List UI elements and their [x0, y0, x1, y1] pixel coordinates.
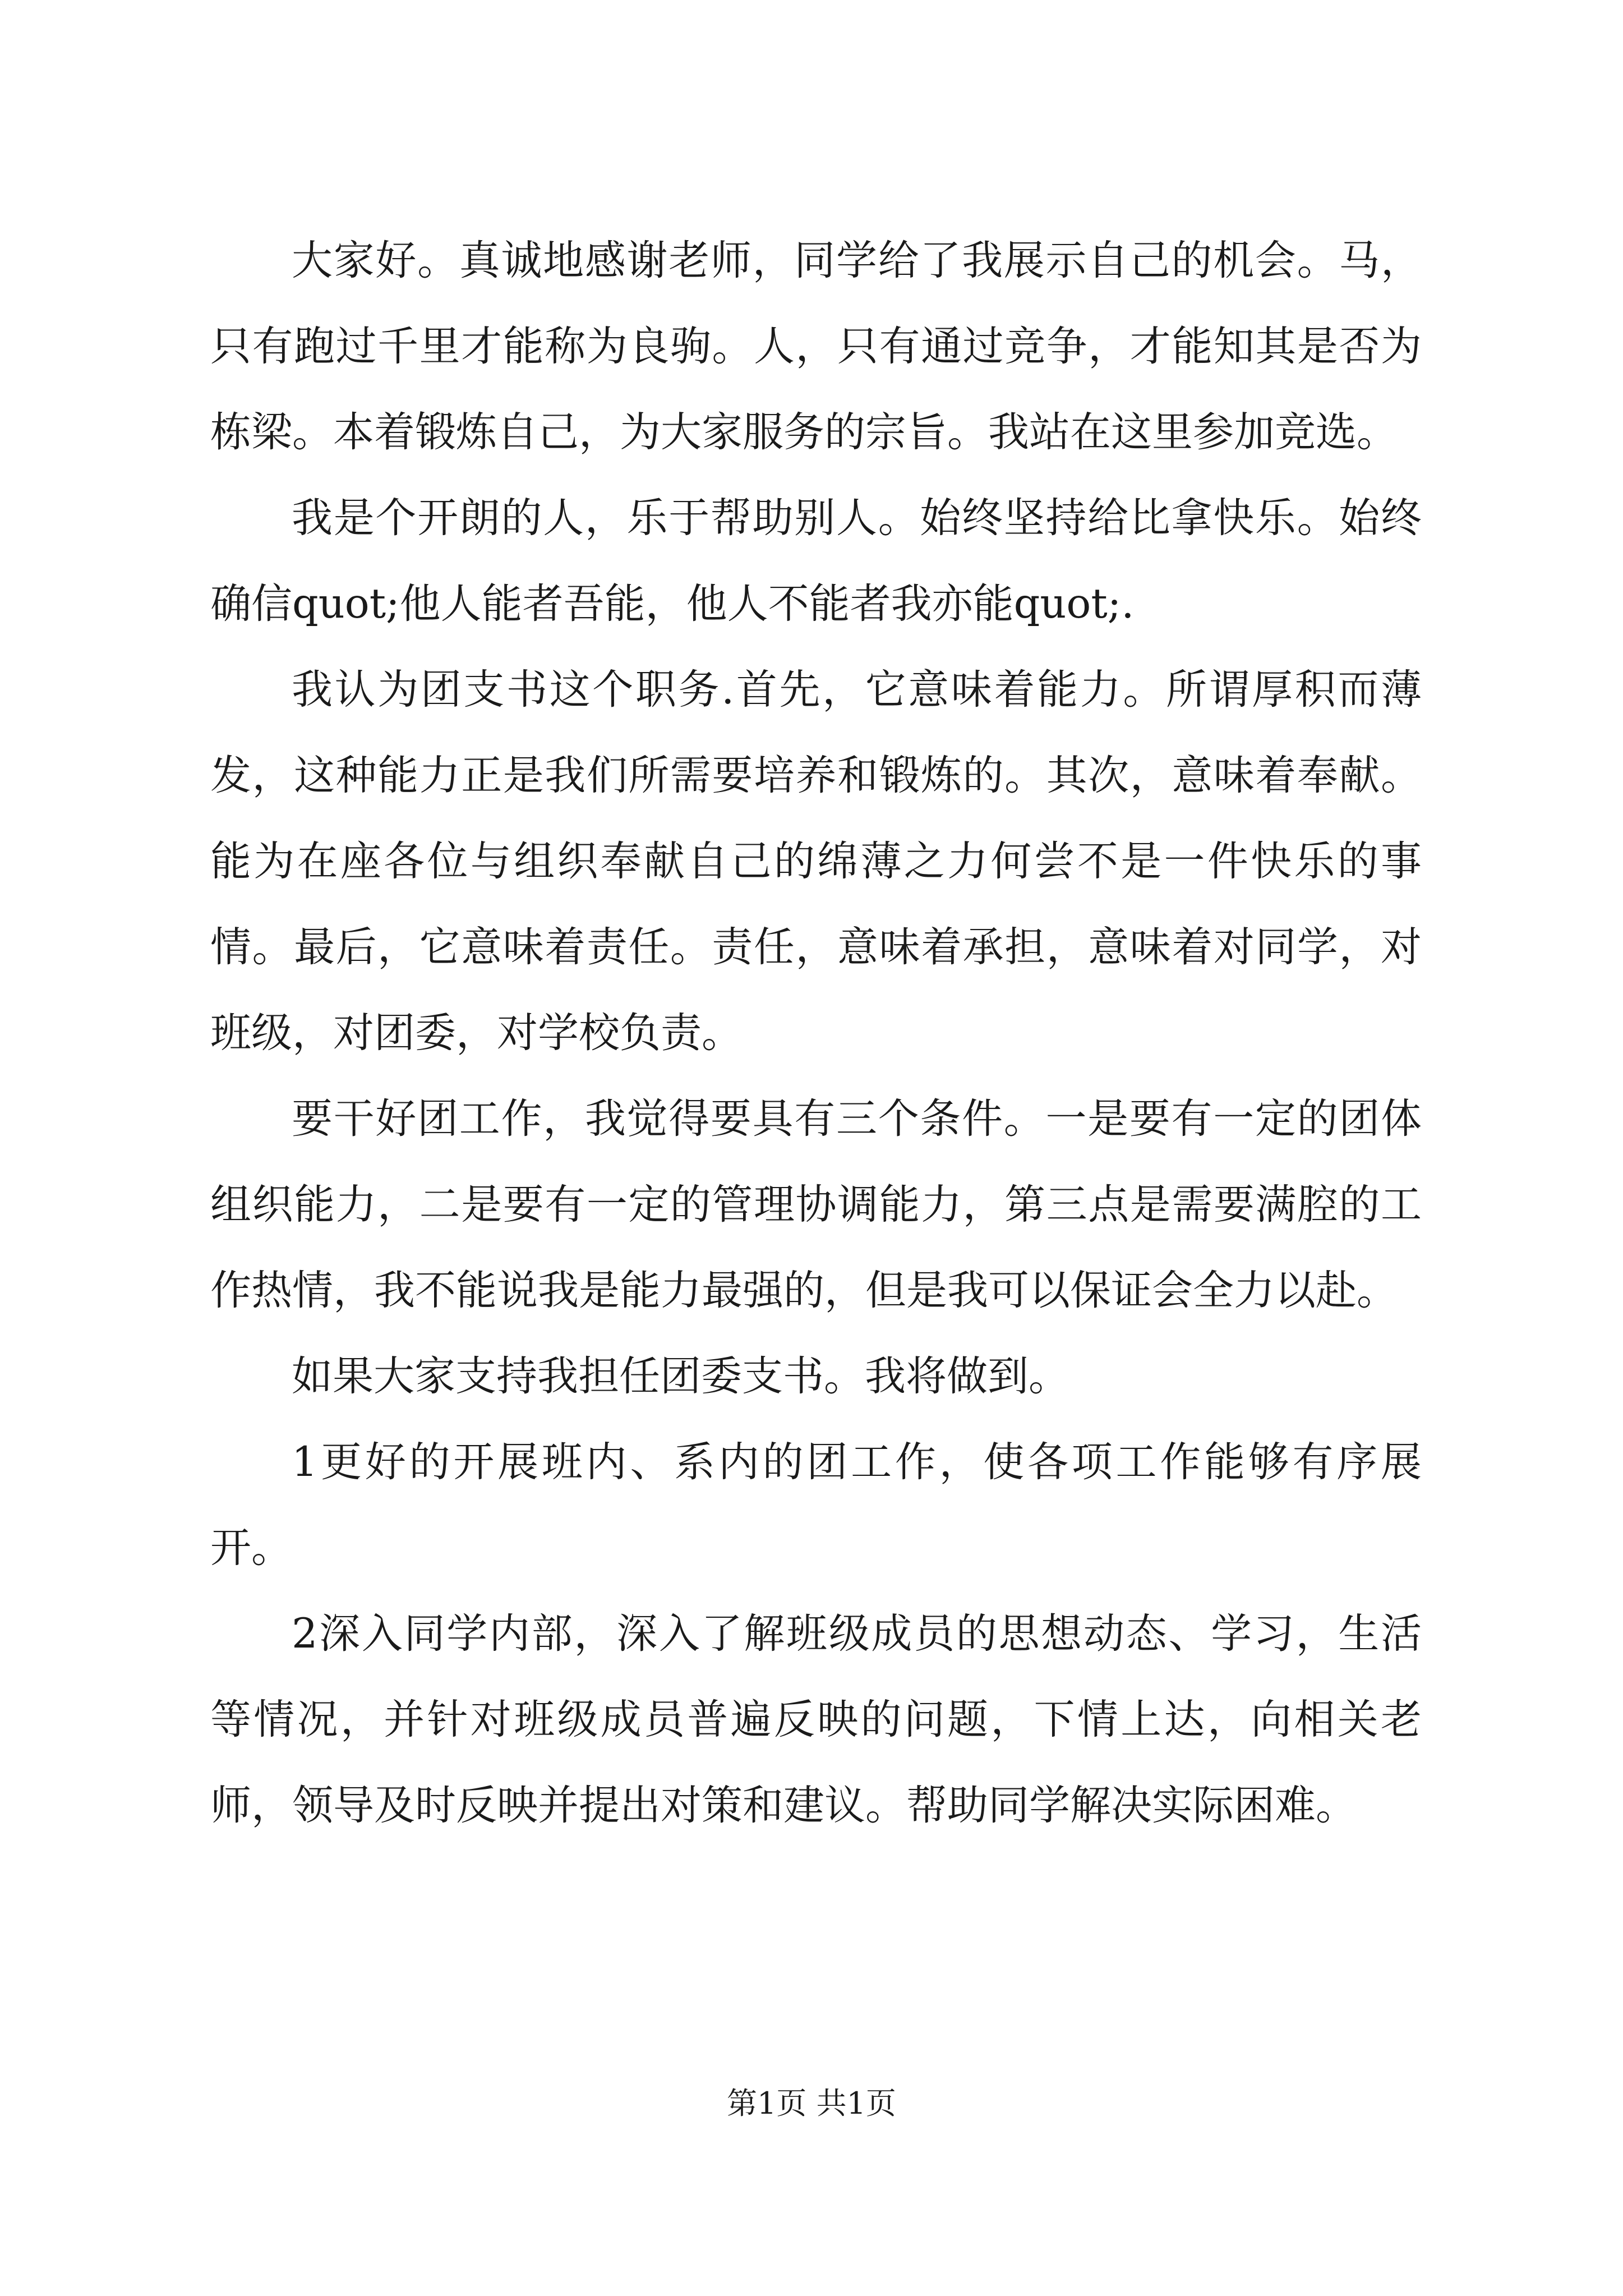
page-footer — [0, 2084, 1623, 2123]
paragraph-role-meaning: 我认为团支书这个职务.首先，它意味着能力。所谓厚积而薄发，这种能力正是我们所需要培养和锻炼的。其次，意味着奉献。能为在座各位与组织奉献自己的绵薄之力何尝不是一件快乐的事情。最后，它意味着责任。责任，意味着承担，意味着对同学，对班级，对团委，对学校负责。 — [210, 666, 1422, 1057]
paragraph-conditions: 要干好团工作，我觉得要具有三个条件。一是要有一定的团体组织能力，二是要有一定的管理协调能力，第三点是需要满腔的工作热情，我不能说我是能力最强的，但是我可以保证会全力以赴。 — [210, 1095, 1422, 1314]
paragraph-commitment: 如果大家支持我担任团委支书。我将做到。 — [292, 1352, 1069, 1400]
document-body — [210, 218, 1422, 1848]
paragraph-greeting: 大家好。真诚地感谢老师，同学给了我展示自己的机会。马，只有跑过千里才能称为良驹。人，只有通过竞争，才能知其是否为栋梁。本着锻炼自己，为大家服务的宗旨。我站在这里参加竞选。 — [210, 237, 1422, 456]
paragraph-point-2: 2深入同学内部，深入了解班级成员的思想动态、学习，生活等情况，并针对班级成员普遍反映的问题，下情上达，向相关老师，领导及时反映并提出对策和建议。帮助同学解决实际困难。 — [210, 1610, 1422, 1829]
paragraph-point-1: 1更好的开展班内、系内的团工作，使各项工作能够有序展开。 — [210, 1438, 1422, 1572]
page-number-label: 第1页 共1页 — [727, 2086, 896, 2121]
paragraph-self-intro: 我是个开朗的人，乐于帮助别人。始终坚持给比拿快乐。始终确信quot;他人能者吾能，他人不能者我亦能quot;. — [210, 494, 1422, 628]
